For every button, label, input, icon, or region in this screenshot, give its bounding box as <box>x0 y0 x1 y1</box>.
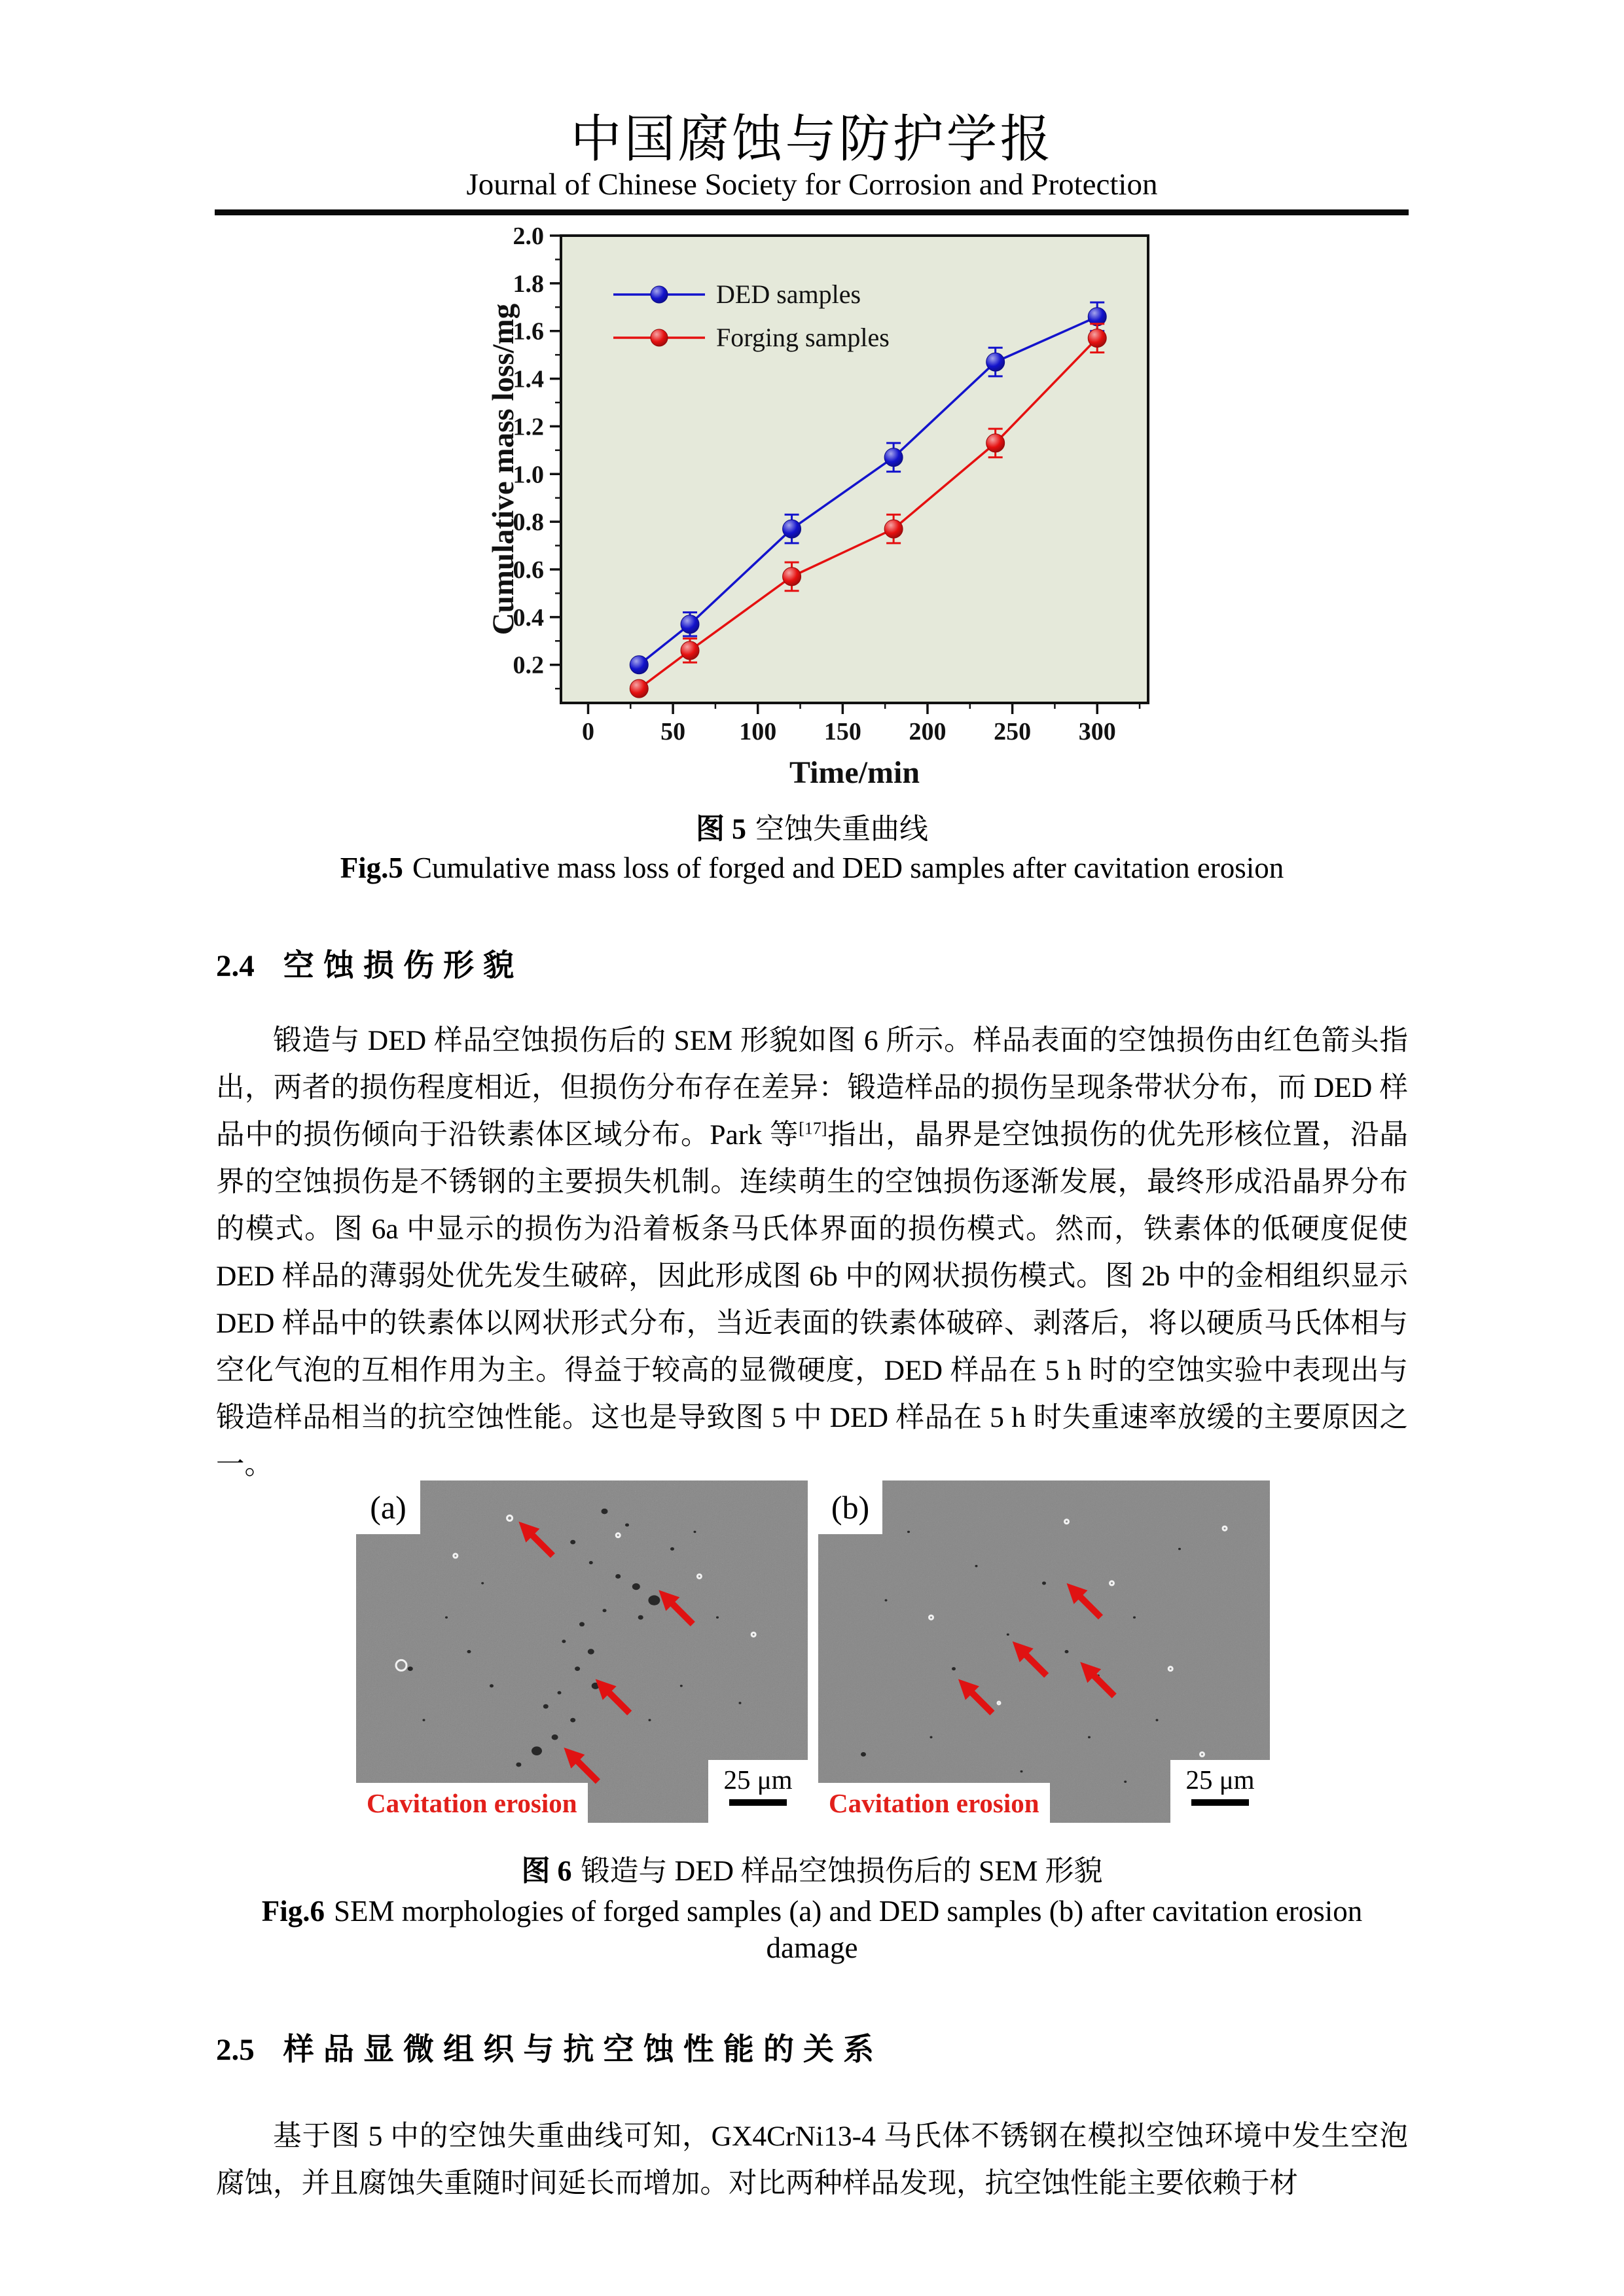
fig6-caption-en-line1 <box>216 1894 1408 1928</box>
fig6-caption-en-text: SEM morphologies of forged samples (a) and DED samples (b) after cavitation erosion <box>333 1895 1363 1928</box>
erosion-pit <box>1156 1719 1159 1721</box>
y-tick-label: 1.2 <box>513 413 544 441</box>
erosion-pit <box>716 1617 719 1619</box>
erosion-pit <box>570 1718 575 1723</box>
erosion-pit <box>467 1650 471 1653</box>
erosion-pit <box>739 1702 742 1704</box>
fig5-mass-loss-chart <box>486 217 1176 793</box>
erosion-pit <box>1042 1581 1046 1585</box>
x-axis-label: Time/min <box>789 755 920 790</box>
fig6-caption-en-label: Fig.6 <box>261 1895 325 1928</box>
fig6-caption-en-line2: damage <box>766 1931 858 1964</box>
erosion-pit <box>408 1666 413 1671</box>
erosion-pit <box>562 1640 566 1643</box>
data-point <box>1088 329 1106 348</box>
erosion-pit <box>638 1615 643 1620</box>
y-axis-label: Cumulative mass loss/mg <box>486 303 520 636</box>
panel-b-label: (b) <box>818 1480 882 1534</box>
erosion-pit <box>975 1565 978 1567</box>
data-point <box>884 520 903 538</box>
y-tick-label: 0.2 <box>513 651 544 679</box>
erosion-pit <box>1178 1548 1181 1550</box>
erosion-pit <box>1020 1770 1023 1772</box>
y-tick-label: 0.8 <box>513 509 544 537</box>
sem-image-ded <box>818 1480 1270 1823</box>
data-point <box>986 434 1005 452</box>
data-point <box>630 679 648 698</box>
fig6-sem-figure <box>356 1480 1270 1823</box>
erosion-pit <box>589 1561 593 1564</box>
section-2-4-heading <box>216 941 523 985</box>
section-2-4-number: 2.4 <box>216 949 255 983</box>
cavitation-erosion-tag: Cavitation erosion <box>818 1783 1050 1823</box>
data-point <box>783 567 801 586</box>
erosion-pit <box>558 1691 562 1695</box>
x-tick-label: 50 <box>660 718 686 745</box>
erosion-pit <box>1065 1650 1069 1653</box>
erosion-pit <box>648 1595 660 1605</box>
erosion-pit <box>543 1704 549 1709</box>
erosion-pit <box>1007 1634 1009 1636</box>
x-tick-label: 250 <box>994 718 1032 745</box>
journal-title-zh: 中国腐蚀与防护学报 <box>570 111 1054 168</box>
panel-a-label: (a) <box>356 1480 420 1534</box>
y-tick-label: 1.0 <box>513 461 544 489</box>
erosion-pit <box>445 1617 448 1619</box>
scale-bar-box <box>708 1760 808 1823</box>
sem-image-forged <box>356 1480 808 1823</box>
erosion-pit <box>490 1684 494 1687</box>
erosion-pit <box>625 1523 629 1526</box>
erosion-pit <box>930 1736 933 1738</box>
y-tick-label: 1.4 <box>513 365 544 393</box>
fig5-caption-zh-label: 图 5 <box>696 813 746 845</box>
erosion-pit <box>423 1719 425 1721</box>
erosion-pit <box>1124 1781 1127 1783</box>
erosion-pit <box>670 1547 674 1551</box>
legend-label: Forging samples <box>716 323 890 352</box>
erosion-pit <box>632 1583 640 1590</box>
fig6-caption-zh-text: 锻造与 DED 样品空蚀损伤后的 SEM 形貌 <box>581 1855 1103 1887</box>
fig5-caption-zh-text: 空蚀失重曲线 <box>755 813 928 845</box>
y-tick-label: 1.6 <box>513 317 544 346</box>
section-2-4-paragraph <box>216 1017 1408 1488</box>
fig6-caption-zh-label: 图 6 <box>521 1855 572 1887</box>
data-point <box>630 656 648 674</box>
x-tick-label: 100 <box>739 718 777 745</box>
erosion-pit <box>694 1531 696 1533</box>
fig5-caption-en-label: Fig.5 <box>340 852 403 884</box>
scale-bar <box>729 1799 787 1806</box>
x-tick-label: 0 <box>581 718 594 745</box>
fig6-caption-zh <box>216 1847 1408 1889</box>
section-2-5-heading <box>216 2025 883 2069</box>
erosion-pit <box>1133 1617 1136 1619</box>
scale-bar-text: 25 μm <box>1185 1765 1255 1795</box>
erosion-pit <box>603 1609 607 1612</box>
section-2-5-number: 2.5 <box>216 2033 255 2067</box>
erosion-pit <box>570 1540 575 1545</box>
erosion-pit <box>680 1685 683 1687</box>
erosion-pit <box>575 1666 580 1671</box>
erosion-pit <box>649 1719 651 1721</box>
fig5-caption-zh <box>216 805 1408 847</box>
erosion-pit <box>602 1509 608 1515</box>
y-tick-label: 2.0 <box>513 223 544 250</box>
erosion-pit <box>481 1582 484 1584</box>
x-tick-label: 300 <box>1078 718 1116 745</box>
data-point <box>681 615 699 634</box>
legend-label: DED samples <box>716 279 861 309</box>
reference-17-superscript: [17] <box>799 1119 827 1138</box>
scale-bar <box>1191 1799 1249 1806</box>
journal-title-en: Journal of Chinese Society for Corrosion and Protection <box>466 168 1158 202</box>
erosion-pit <box>1088 1736 1091 1738</box>
fig5-caption-en <box>216 851 1408 885</box>
section-2-5-paragraph: 基于图 5 中的空蚀失重曲线可知，GX4CrNi13-4 马氏体不锈钢在模拟空蚀环境中发生空泡腐蚀，并且腐蚀失重随时间延长而增加。对比两种样品发现，抗空蚀性能主要依赖于材 <box>216 2120 1408 2199</box>
erosion-pit <box>588 1649 594 1655</box>
data-point <box>681 641 699 660</box>
cavitation-erosion-tag: Cavitation erosion <box>356 1783 588 1823</box>
erosion-pit <box>615 1574 621 1579</box>
erosion-pit <box>885 1599 888 1601</box>
erosion-pit <box>861 1752 866 1757</box>
scale-bar-text: 25 μm <box>723 1765 793 1795</box>
header-divider <box>215 209 1409 215</box>
section-2-5-title: 样品显微组织与抗空蚀性能的关系 <box>283 2033 884 2067</box>
fig5-chart-svg <box>486 217 1176 793</box>
erosion-pit <box>552 1734 558 1740</box>
data-point <box>783 520 801 538</box>
erosion-pit <box>579 1622 585 1626</box>
x-tick-label: 150 <box>823 718 861 745</box>
y-tick-label: 0.6 <box>513 556 544 584</box>
y-tick-label: 1.8 <box>513 270 544 298</box>
erosion-pit <box>952 1667 956 1670</box>
fig5-caption-en-text: Cumulative mass loss of forged and DED samples after cavitation erosion <box>412 852 1284 884</box>
legend-marker <box>651 286 668 303</box>
paragraph-text: 指出，晶界是空蚀损伤的优先形核位置，沿晶界的空蚀损伤是不锈钢的主要损失机制。连续萌生的空蚀损伤逐渐发展，最终形成沿晶界分布的模式。图 6a 中显示的损伤为沿着板条马氏体界面的损伤模式。然而，铁素体的低硬度促使 DED 样品的薄弱处优先发生破碎，因此形成图 6b 中的网状损伤模式。图 2b 中的金相组织显示 DED 样品中的铁素体以网状形式分布，当近表面的铁素体破碎、剥落后，将以硬质马氏体相与空化气泡的互相作用为主。得益于较高的显微硬度，DED 样品在 5 h 时的空蚀实验中表现出与锻造样品相当的抗空蚀性能。这也是导致图 5 中 DED 样品在 5 h 时失重速率放缓的主要原因之一。 <box>216 1119 1408 1480</box>
erosion-pit <box>907 1531 910 1533</box>
data-point <box>884 448 903 467</box>
legend-marker <box>651 329 668 346</box>
erosion-pit <box>532 1746 542 1755</box>
data-point <box>986 353 1005 371</box>
x-tick-label: 200 <box>909 718 947 745</box>
erosion-pit <box>516 1763 521 1767</box>
scale-bar-box <box>1170 1760 1270 1823</box>
y-tick-label: 0.4 <box>513 603 544 632</box>
section-2-4-title: 空蚀损伤形貌 <box>283 949 524 983</box>
paragraph-text: 锻造与 DED 样品空蚀损伤后的 SEM 形貌如图 6 所示。样品表面的空蚀损伤由红色箭头指出，两者的损伤程度相近，但损伤分布存在差异：锻造样品的损伤呈现条带状分布，而 DED 样品中的损伤倾向于沿铁素体区域分布。Park 等 <box>216 1024 1408 1151</box>
